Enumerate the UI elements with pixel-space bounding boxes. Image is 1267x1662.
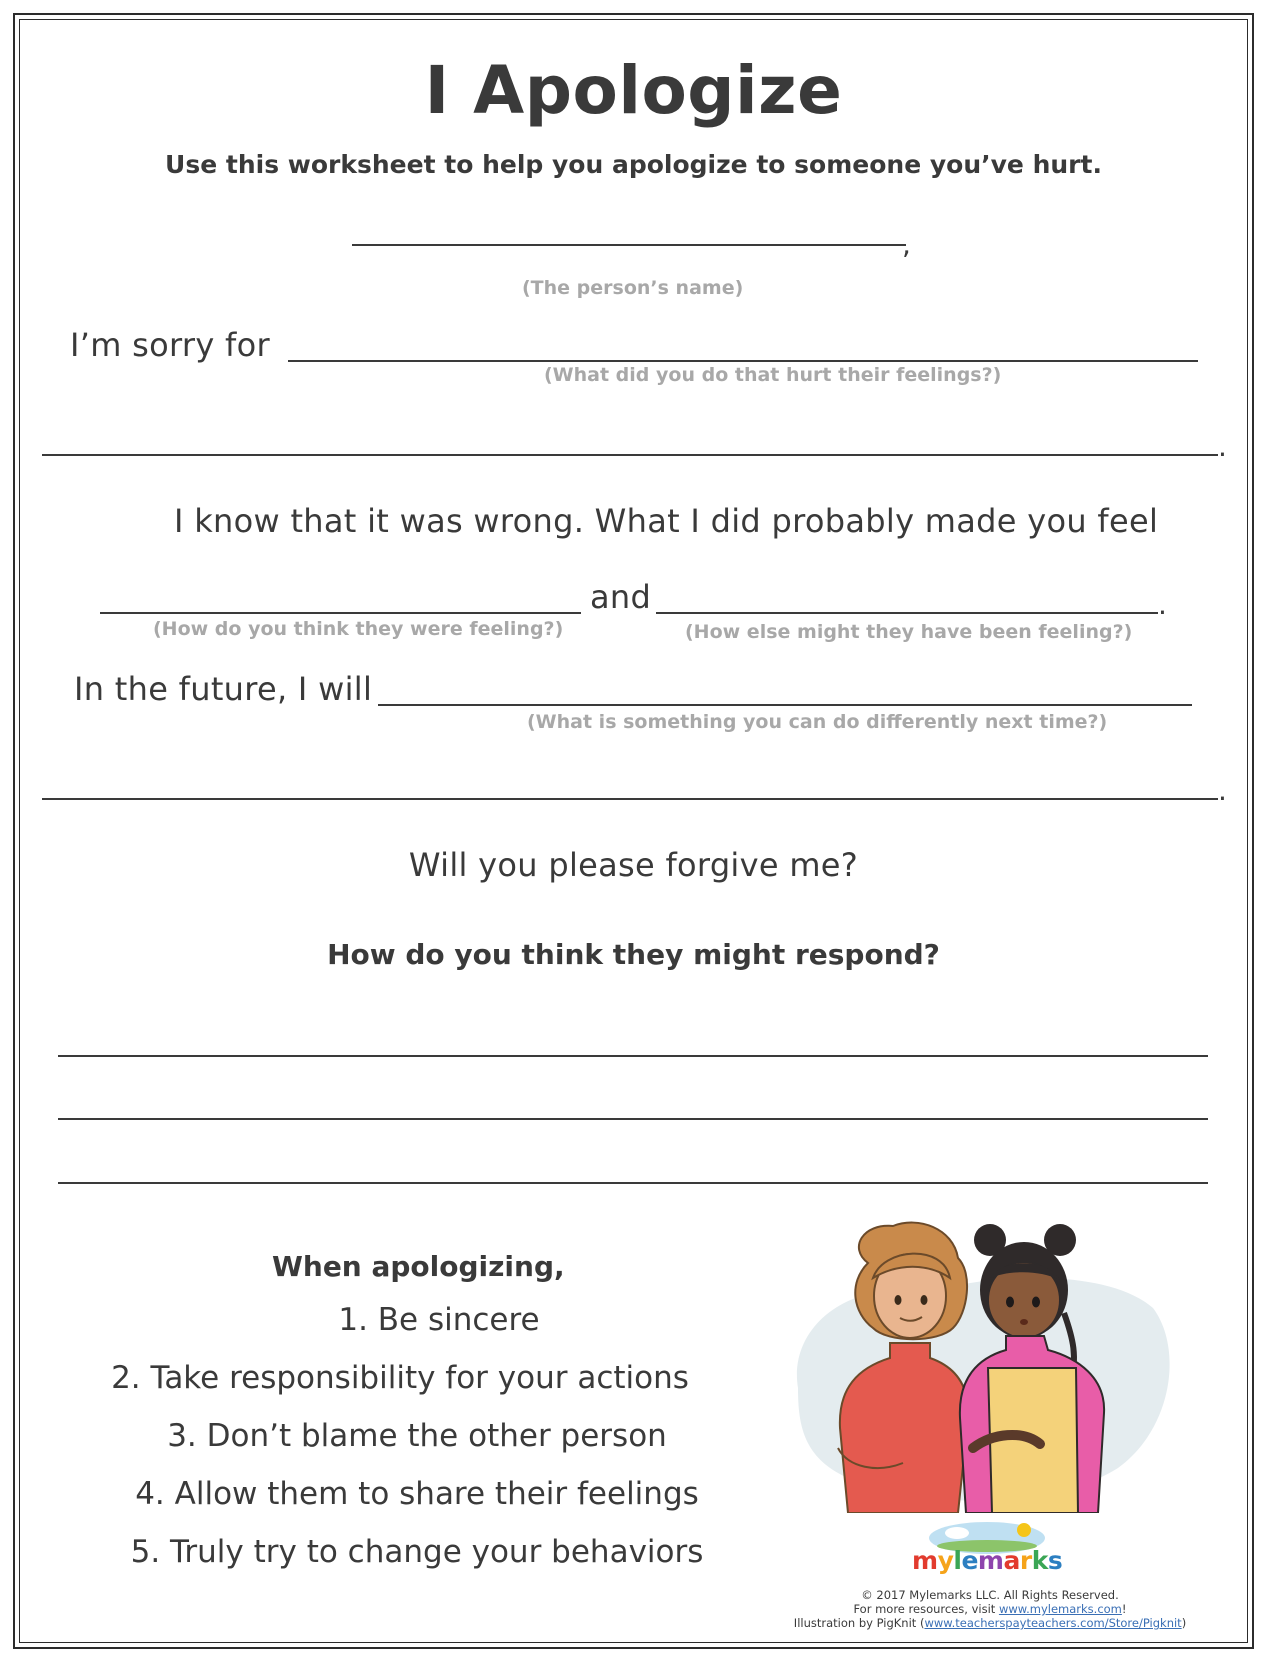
- worksheet-title: I Apologize: [424, 52, 843, 129]
- feeling-hint-2: (How else might they have been feeling?): [685, 621, 1133, 643]
- tip-item: 3. Don’t blame the other person: [167, 1418, 667, 1454]
- pigknit-link[interactable]: www.teacherspayteachers.com/Store/Pigknit: [924, 1616, 1182, 1630]
- name-comma: ,: [902, 228, 911, 261]
- future-field[interactable]: [378, 704, 1192, 706]
- logo-letter: m: [977, 1546, 1004, 1575]
- future-lead: In the future, I will: [74, 670, 373, 708]
- sorry-lead: I’m sorry for: [70, 326, 270, 364]
- response-question: How do you think they might respond?: [327, 938, 940, 971]
- tip-item: 4. Allow them to share their feelings: [135, 1476, 699, 1512]
- sorry-field-continued[interactable]: [42, 454, 1218, 456]
- sorry-hint: (What did you do that hurt their feelings?): [544, 364, 1002, 386]
- response-line-2[interactable]: [58, 1118, 1208, 1120]
- logo-letter: r: [1019, 1546, 1032, 1575]
- worksheet-subtitle: Use this worksheet to help you apologize to someone you’ve hurt.: [165, 150, 1102, 179]
- response-line-1[interactable]: [58, 1055, 1208, 1057]
- tip-item: 1. Be sincere: [338, 1302, 540, 1338]
- logo-letter: s: [1047, 1546, 1063, 1575]
- logo-letter: e: [961, 1546, 978, 1575]
- footer-copyright: © 2017 Mylemarks LLC. All Rights Reserved.: [861, 1588, 1119, 1602]
- logo-letter: m: [912, 1546, 938, 1575]
- feelings-period: .: [1158, 588, 1167, 621]
- illustration-prefix: Illustration by PigKnit (: [793, 1616, 925, 1630]
- feeling-field-2[interactable]: [656, 612, 1158, 614]
- tip-item: 2. Take responsibility for your actions: [111, 1360, 689, 1396]
- logo-letter: y: [937, 1546, 954, 1575]
- sorry-field[interactable]: [288, 360, 1198, 362]
- footer-illustration: [740, 1616, 1240, 1630]
- feeling-field-1[interactable]: [100, 612, 581, 614]
- tips-title: When apologizing,: [272, 1250, 565, 1283]
- logo-letter: a: [1003, 1546, 1020, 1575]
- feelings-and: and: [590, 578, 652, 616]
- response-line-3[interactable]: [58, 1182, 1208, 1184]
- tip-item: 5. Truly try to change your behaviors: [130, 1534, 704, 1570]
- resources-suffix: !: [1121, 1602, 1127, 1616]
- future-period: .: [1218, 774, 1227, 807]
- illustration-suffix: ): [1181, 1616, 1187, 1630]
- sorry-period: .: [1218, 430, 1227, 463]
- logo-letters: [912, 1546, 1062, 1575]
- person-name-hint: (The person’s name): [522, 277, 744, 299]
- future-field-continued[interactable]: [42, 798, 1218, 800]
- feelings-sentence: I know that it was wrong. What I did probably made you feel: [174, 502, 1159, 540]
- mylemarks-logo: [912, 1546, 1062, 1575]
- footer-resources: [740, 1602, 1240, 1616]
- person-name-field[interactable]: [352, 244, 906, 246]
- logo-letter: k: [1031, 1546, 1048, 1575]
- forgive-question: Will you please forgive me?: [408, 846, 859, 884]
- future-hint: (What is something you can do differently next time?): [527, 711, 1108, 733]
- two-girls-illustration: [778, 1218, 1178, 1513]
- resources-prefix: For more resources, visit: [853, 1602, 999, 1616]
- feeling-hint-1: (How do you think they were feeling?): [153, 618, 564, 640]
- mylemarks-link[interactable]: www.mylemarks.com: [998, 1602, 1122, 1616]
- logo-letter: l: [953, 1546, 962, 1575]
